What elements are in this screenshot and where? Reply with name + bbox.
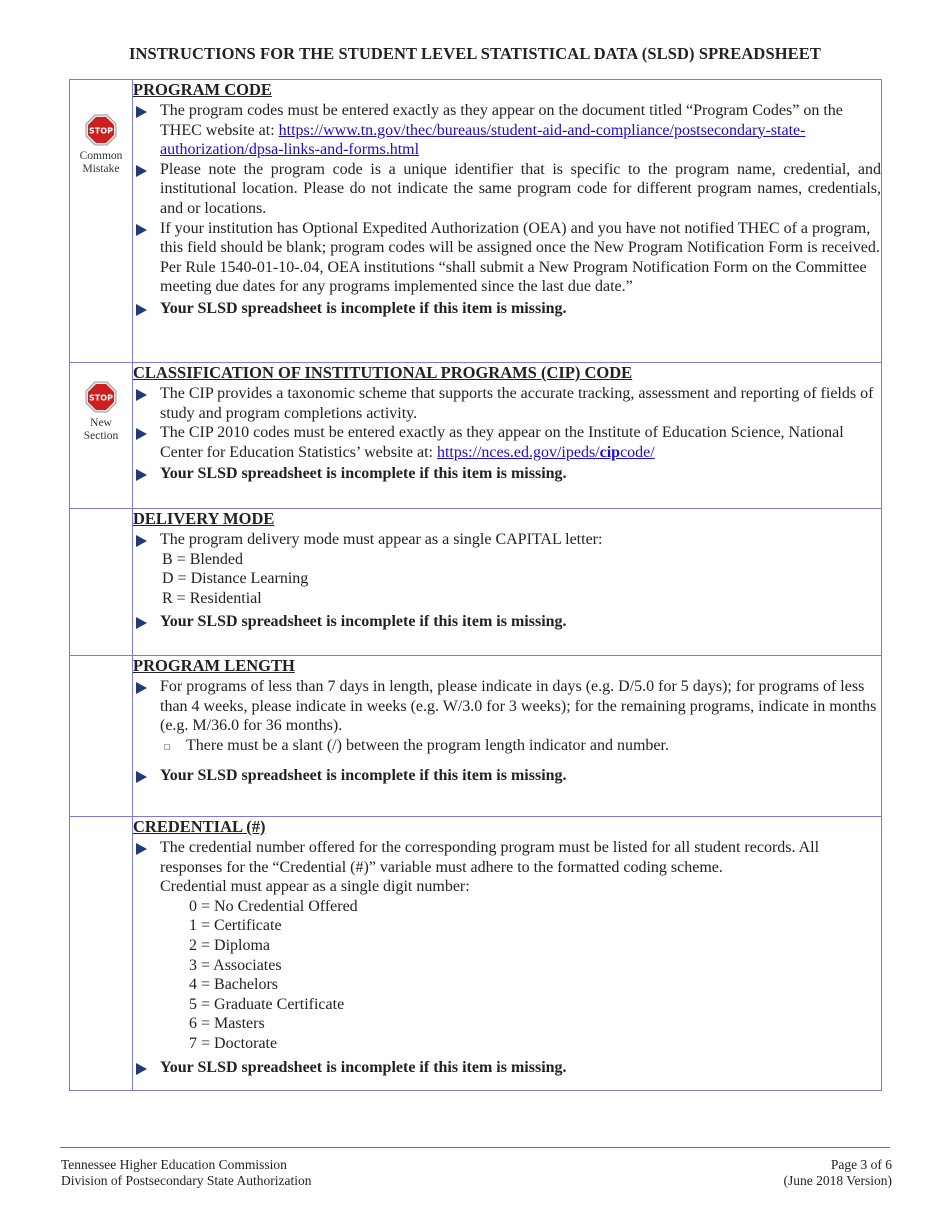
credential-option: 0 = No Credential Offered bbox=[189, 897, 358, 915]
section-title: PROGRAM LENGTH bbox=[133, 656, 295, 675]
section-delivery-mode bbox=[70, 509, 882, 656]
program-code-content bbox=[133, 80, 882, 363]
section-title: PROGRAM CODE bbox=[133, 80, 272, 99]
arrow-bullet-icon bbox=[136, 682, 147, 694]
bullet-item: The program codes must be entered exactly as they appear on the document titled “Program Codes” on the THEC website at: https://www.tn.gov/thec/bureaus/student-aid-and-compliance/postsecondary-state-authorization/dpsa-links-and-forms.html bbox=[133, 101, 881, 160]
credential-option: 7 = Doctorate bbox=[189, 1034, 278, 1052]
arrow-bullet-icon bbox=[136, 304, 147, 316]
program-length-content bbox=[133, 656, 882, 817]
bullet-item: The credential number offered for the corresponding program must be listed for all student records. All responses for the “Credential (#)” variable must adhere to the formatted coding scheme. bbox=[133, 838, 881, 877]
credential-option: 4 = Bachelors bbox=[189, 976, 278, 994]
bullet-item: For programs of less than 7 days in length, please indicate in days (e.g. D/5.0 for 5 days); for programs of less than 4 weeks, please indicate in weeks (e.g. W/3.0 for 3 weeks); for the remaining programs, indicate in months (e.g. M/36.0 for 36 months). bbox=[133, 677, 881, 736]
credential-option: 5 = Graduate Certificate bbox=[189, 995, 345, 1013]
delivery-option: R = Residential bbox=[162, 589, 262, 607]
instructions-table bbox=[69, 79, 882, 1091]
required-note: Your SLSD spreadsheet is incomplete if this item is missing. bbox=[133, 464, 881, 484]
arrow-bullet-icon bbox=[136, 469, 147, 481]
icon-label: Common Mistake bbox=[79, 150, 123, 175]
stop-sign-icon bbox=[85, 114, 117, 146]
arrow-bullet-icon bbox=[136, 428, 147, 440]
nces-cip-link[interactable]: https://nces.ed.gov/ipeds/cipcode/ bbox=[436, 443, 655, 461]
section-title: CLASSIFICATION OF INSTITUTIONAL PROGRAMS (CIP) CODE bbox=[133, 363, 633, 382]
sub-bullet-item: There must be a slant (/) between the program length indicator and number. bbox=[160, 736, 881, 756]
credential-option: 6 = Masters bbox=[189, 1015, 265, 1033]
required-note: Your SLSD spreadsheet is incomplete if this item is missing. bbox=[133, 766, 881, 786]
section-cip-code bbox=[70, 363, 882, 509]
section-title: DELIVERY MODE bbox=[133, 509, 275, 528]
bullet-item: Please note the program code is a unique identifier that is specific to the program name, credential, and institutional location. Please do not indicate the same program code for different program names, credentials, and or locations. bbox=[133, 160, 881, 219]
required-note: Your SLSD spreadsheet is incomplete if this item is missing. bbox=[133, 1058, 881, 1078]
section-program-code bbox=[70, 80, 882, 363]
arrow-bullet-icon bbox=[136, 106, 147, 118]
arrow-bullet-icon bbox=[136, 843, 147, 855]
icon-cell bbox=[70, 509, 133, 656]
square-bullet-icon bbox=[164, 744, 170, 750]
arrow-bullet-icon bbox=[136, 389, 147, 401]
cip-code-content bbox=[133, 363, 882, 509]
credential-option: 1 = Certificate bbox=[189, 917, 282, 935]
stop-sign-icon bbox=[85, 381, 117, 413]
icon-cell bbox=[70, 817, 133, 1091]
delivery-mode-content bbox=[133, 509, 882, 656]
page-title: INSTRUCTIONS FOR THE STUDENT LEVEL STATISTICAL DATA (SLSD) SPREADSHEET bbox=[129, 44, 821, 63]
footer-page-number: Page 3 of 6 bbox=[830, 1157, 892, 1172]
bullet-item: The CIP 2010 codes must be entered exactly as they appear on the Institute of Education Science, National Center for Education Statistics’ website at: https://nces.ed.gov/ipeds/cipcode/ bbox=[133, 423, 881, 462]
footer-divider bbox=[60, 1147, 890, 1148]
credential-option: 2 = Diploma bbox=[189, 936, 271, 954]
icon-cell bbox=[70, 363, 133, 509]
arrow-bullet-icon bbox=[136, 617, 147, 629]
required-note: Your SLSD spreadsheet is incomplete if this item is missing. bbox=[133, 299, 881, 319]
footer-org: Tennessee Higher Education Commission bbox=[61, 1157, 287, 1172]
delivery-option: B = Blended bbox=[162, 550, 244, 568]
bullet-item: The program delivery mode must appear as a single CAPITAL letter: bbox=[133, 530, 881, 550]
bullet-item: The CIP provides a taxonomic scheme that supports the accurate tracking, assessment and reporting of fields of study and program completions activity. bbox=[133, 384, 881, 423]
icon-cell bbox=[70, 80, 133, 363]
section-title: CREDENTIAL (#) bbox=[133, 817, 266, 836]
section-credential bbox=[70, 817, 882, 1091]
stop-sign-text: STOP bbox=[89, 393, 113, 403]
credential-content bbox=[133, 817, 882, 1091]
delivery-option: D = Distance Learning bbox=[162, 570, 309, 588]
thec-program-codes-link[interactable]: https://www.tn.gov/thec/bureaus/student-aid-and-compliance/postsecondary-state-authorization/dpsa-links-and-forms.html bbox=[160, 121, 806, 159]
stop-sign-text: STOP bbox=[89, 126, 113, 136]
arrow-bullet-icon bbox=[136, 771, 147, 783]
footer-version: (June 2018 Version) bbox=[783, 1172, 892, 1188]
icon-cell bbox=[70, 656, 133, 817]
footer-left bbox=[61, 1157, 311, 1188]
arrow-bullet-icon bbox=[136, 1063, 147, 1075]
credential-option: 3 = Associates bbox=[189, 956, 282, 974]
bullet-item: If your institution has Optional Expedited Authorization (OEA) and you have not notified THEC of a program, this field should be blank; program codes will be assigned once the New Program Notification Form is received. Per Rule 1540-01-10-.04, OEA institutions “shall submit a New Program Notification Form on the Committee meeting due dates for any programs implemented since the last due date.” bbox=[133, 219, 881, 297]
icon-label: New Section bbox=[83, 417, 119, 442]
required-note: Your SLSD spreadsheet is incomplete if this item is missing. bbox=[133, 612, 881, 632]
arrow-bullet-icon bbox=[136, 165, 147, 177]
credential-intro: Credential must appear as a single digit number: bbox=[160, 878, 470, 896]
footer-division: Division of Postsecondary State Authorization bbox=[61, 1172, 312, 1188]
arrow-bullet-icon bbox=[136, 224, 147, 236]
arrow-bullet-icon bbox=[136, 535, 147, 547]
footer-right bbox=[784, 1157, 893, 1188]
section-program-length bbox=[70, 656, 882, 817]
